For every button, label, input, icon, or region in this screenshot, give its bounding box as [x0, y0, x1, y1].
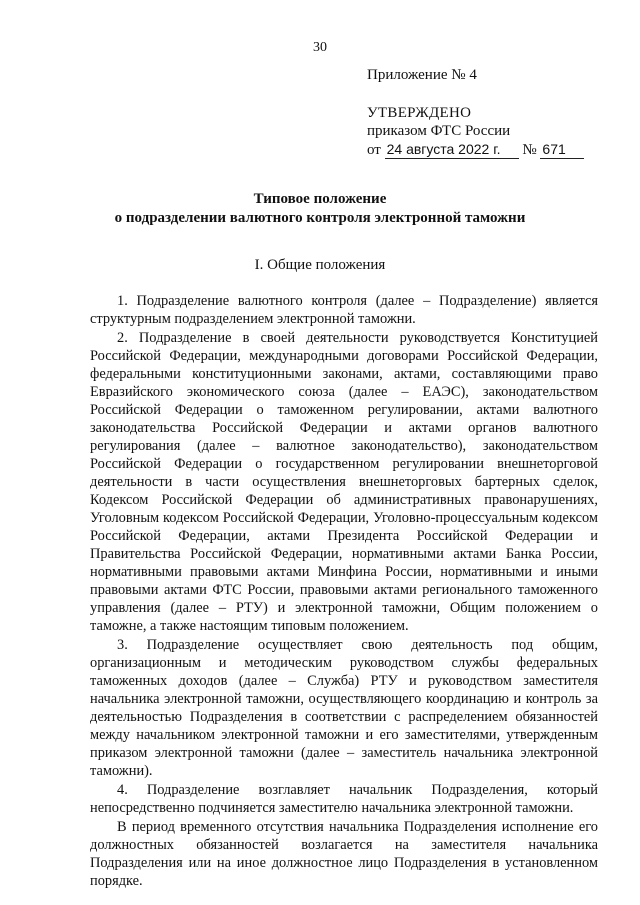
order-date: 24 августа 2022 г. — [385, 140, 519, 159]
page-number: 30 — [313, 40, 327, 55]
order-date-line — [367, 140, 607, 159]
approval-block — [367, 66, 607, 159]
paragraph-1: 1. Подразделение валютного контроля (далее – Подразделение) является структурным подразделением электронной таможни. — [90, 293, 598, 327]
appendix-label: Приложение № 4 — [367, 67, 477, 83]
title-line-2: о подразделении валютного контроля электронной таможни — [114, 210, 526, 226]
section-heading: I. Общие положения — [254, 257, 386, 273]
order-reference: приказом ФТС России — [367, 123, 511, 139]
title-line-1: Типовое положение — [253, 191, 387, 207]
from-prefix: от — [367, 142, 381, 158]
order-number: 671 — [540, 140, 584, 159]
approved-label: УТВЕРЖДЕНО — [367, 105, 472, 121]
paragraph-2: 2. Подразделение в своей деятельности руководствуется Конституцией Российской Федерации, международными договорами Российской Федерации, федеральными конституционными законами, актами, составляющими право Евразийского экономического союза (далее – ЕАЭС), законодательством Российской Федерации о таможенном регулировании, актами валютного законодательства Российской Федерации и актами органов валютного регулирования (далее – валютное законодательство), законодательством Российской Федерации о государственном регулировании внешнеторговой деятельности в части осуществления внешнеторговых бартерных сделок, Кодексом Российской Федерации об административных правонарушениях, Уголовным кодексом Российской Федерации, Уголовно-процессуальным кодексом Российской Федерации, актами Президента Российской Федерации и Правительства Российской Федерации, нормативными актами Банка России, нормативными правовыми актами Минфина России, нормативными и иными правовыми актами ФТС России, правовыми актами регионального таможенного управления (далее – РТУ) и электронной таможни, Общим положением о таможне, а также настоящим типовым положением. — [90, 330, 598, 634]
number-prefix: № — [522, 142, 537, 158]
paragraph-5: В период временного отсутствия начальника Подразделения исполнение его должностных обязанностей возлагается на заместителя начальника Подразделения или на иное должностное лицо Подразделения в установленном порядке. — [90, 819, 598, 889]
document-title — [0, 190, 640, 228]
paragraph-3: 3. Подразделение осуществляет свою деятельность под общим, организационным и методическим руководством службы федеральных таможенных доходов (далее – Служба) РТУ и руководством заместителя начальника электронной таможни, осуществляющего координацию и контроль за деятельностью Подразделения в соответствии с распределением обязанностей между начальником электронной таможни и его заместителями, утвержденным приказом электронной таможни (далее – заместитель начальника электронной таможни). — [90, 637, 598, 779]
document-body — [90, 292, 598, 891]
paragraph-4: 4. Подразделение возглавляет начальник Подразделения, который непосредственно подчиняется заместителю начальника электронной таможни. — [90, 782, 598, 816]
